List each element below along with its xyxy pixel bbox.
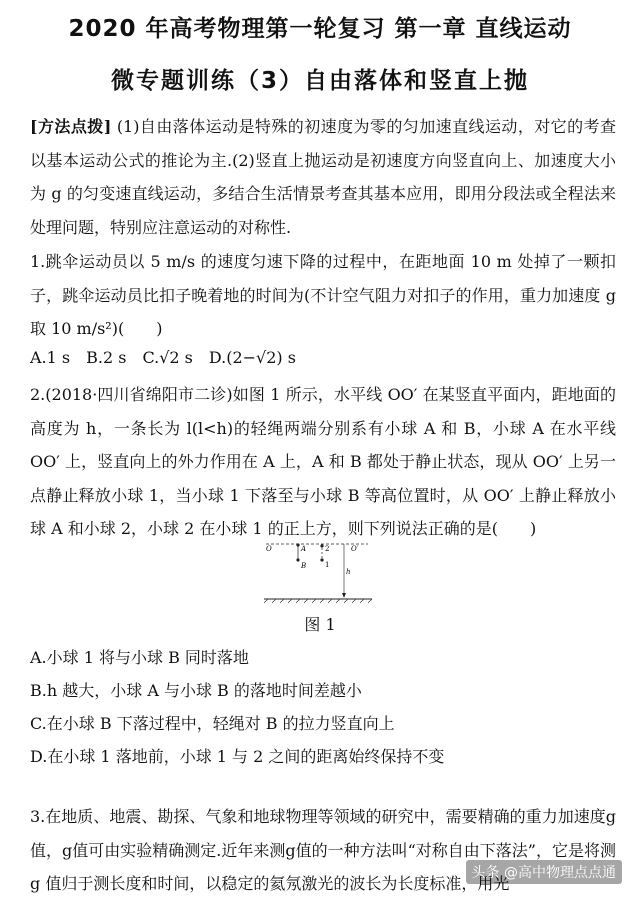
method-tag: [方法点拨]	[30, 117, 112, 136]
label-1: 1	[325, 561, 330, 569]
arrow-head	[342, 593, 346, 598]
question-3: 3.在地质、地震、勘探、气象和地球物理等领域的研究中，需要精确的重力加速度g值，g值可由实验精确测定.近年来测g值的一种方法叫“对称自由下落法”，它是将测 g 值归于测长度和时间，以稳定的氦氖激光的波长为长度标准，用光	[30, 807, 616, 893]
watermark: 头条 @高中物理点点通	[466, 860, 622, 884]
q2-option-b: B.h 越大，小球 A 与小球 B 的落地时间差越小	[30, 681, 362, 700]
question-1: 1.跳伞运动员以 5 m/s 的速度匀速下降的过程中，在距地面 10 m 处掉了一颗扣子，跳伞运动员比扣子晚着地的时间为(不计空气阻力对扣子的作用，重力加速度 g 取 10 m/s²)( )	[30, 252, 616, 338]
ball-b	[296, 558, 299, 561]
label-2: 2	[325, 545, 330, 553]
q2-option-a: A.小球 1 将与小球 B 同时落地	[30, 648, 249, 667]
method-text: (1)自由落体运动是特殊的初速度为零的匀加速直线运动，对它的考查以基本运动公式的推论为主.(2)竖直上抛运动是初速度方向竖直向上、加速度大小为 g 的匀变速直线运动，多结合生活情景考查其基本应用，即用分段法或全程法来处理问题，特别应注意运动的对称性.	[30, 117, 616, 237]
ball-2	[320, 544, 323, 547]
page-title: 2020 年高考物理第一轮复习 第一章 直线运动	[68, 16, 572, 42]
method-tips	[30, 110, 616, 244]
ball-a	[296, 543, 299, 546]
label-o-prime: O′	[351, 545, 359, 553]
label-h: h	[346, 568, 351, 576]
q2-option-c: C.在小球 B 下落过程中，轻绳对 B 的拉力竖直向上	[30, 714, 395, 733]
ground-hatch	[264, 599, 372, 603]
label-a: A	[301, 545, 307, 553]
question-2: 2.(2018·四川省绵阳市二诊)如图 1 所示，水平线 OO′ 在某竖直平面内，距地面的高度为 h，一条长为 l(l<h)的轻绳两端分别系有小球 A 和 B，小球 A 在水平线 OO′ 上，竖直向上的外力作用在 A 上，A 和 B 都处于静止状态，现从 OO′ 上另一点静止释放小球 1，当小球 1 下落至与小球 B 等高位置时，从 OO′ 上静止释放小球 A 和小球 2，小球 2 在小球 1 的正上方，则下列说法正确的是( )	[30, 385, 616, 538]
label-b: B	[301, 562, 307, 570]
question-1-options: A.1 s B.2 s C.√2 s D.(2−√2) s	[30, 348, 296, 367]
page-subtitle: 微专题训练（3）自由落体和竖直上抛	[110, 68, 529, 94]
q2-option-d: D.在小球 1 落地前，小球 1 与 2 之间的距离始终保持不变	[30, 747, 445, 766]
figure-1-diagram	[262, 538, 374, 604]
ball-1	[320, 558, 323, 561]
label-o: O	[266, 545, 272, 553]
figure-caption: 图 1	[304, 615, 336, 634]
